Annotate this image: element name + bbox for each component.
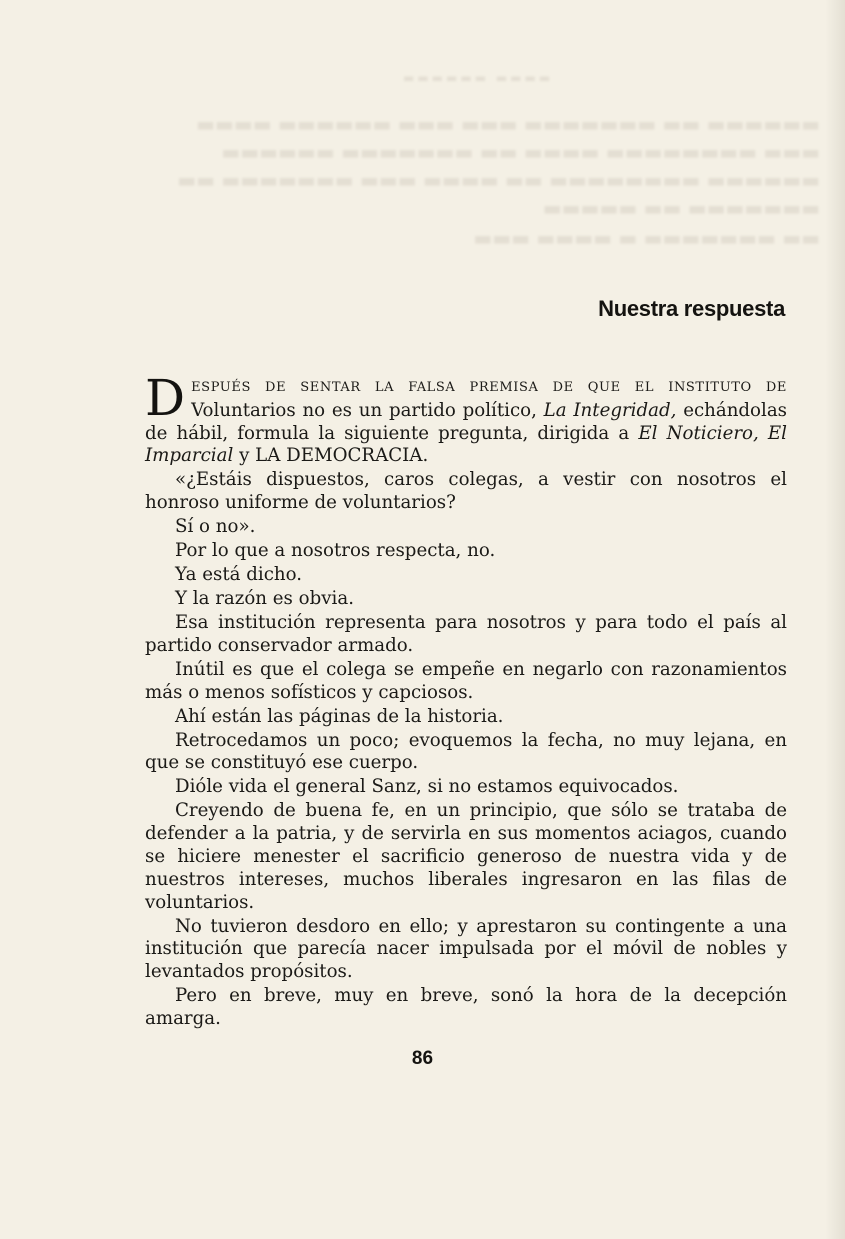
paragraph: Ya está dicho. xyxy=(175,564,303,586)
paragraph: Retrocedamos un poco; evoquemos la fecha, no muy lejana, en que se constituyó ese cuerpo. xyxy=(145,729,787,774)
bleed-through-line: ▬▬▬▬▬▬ ▬▬▬▬▬▬▬▬ ▬▬ ▬▬▬▬ ▬▬▬ ▬▬▬▬▬▬▬ ▬▬ xyxy=(177,168,820,192)
bleed-through-header: ▬▬▬▬ ▬▬▬▬▬▬ xyxy=(399,71,551,85)
article-body xyxy=(145,369,787,1031)
opening-paragraph xyxy=(145,369,787,468)
paragraph: No tuvieron desdoro en ello; y aprestaron su contingente a una institución que parecía nacer impulsada por el móvil de nobles y levantados propósitos. xyxy=(145,915,787,983)
paragraph: Sí o no». xyxy=(175,516,256,538)
paragraph: Dióle vida el general Sanz, si no estamos equivocados. xyxy=(175,776,679,798)
opening-smallcaps: ESPUÉS DE SENTAR LA FALSA PREMISA DE QUE EL INSTITUTO DE xyxy=(191,380,787,395)
paragraph: Inútil es que el colega se empeñe en negarlo con razonamientos más o menos sofísticos y capciosos. xyxy=(145,658,787,703)
newspaper-reference: El Noticiero, El Imparcial xyxy=(145,422,787,467)
paragraph: Esa institución representa para nosotros y para todo el país al partido conservador armado. xyxy=(145,612,787,656)
paragraph: Ahí están las páginas de la historia. xyxy=(175,705,504,727)
opening-text: echándolas de hábil, formula la siguiente pregunta, dirigida a xyxy=(145,399,787,444)
paragraph: Pero en breve, muy en breve, sonó la hora de la decepción amarga. xyxy=(145,985,787,1029)
bleed-through-line: ▬▬▬ ▬▬▬▬▬▬▬▬ ▬▬▬▬ ▬▬ ▬▬▬▬▬▬▬ ▬▬▬▬▬▬ xyxy=(221,140,820,164)
paragraph: Creyendo de buena fe, en un principio, que sólo se trataba de defender a la patria, y de servirla en sus momentos aciagos, cuando se hiciere menester el sacrificio generoso de nuestra vida y de nuestros intereses, muchos liberales ingresaron en las filas de voluntarios. xyxy=(145,800,787,913)
paragraph: «¿Estáis dispuestos, caros colegas, a vestir con nosotros el honroso uniforme de voluntarios? xyxy=(145,469,787,514)
paragraph: Por lo que a nosotros respecta, no. xyxy=(175,540,496,562)
paragraph: Y la razón es obvia. xyxy=(175,588,354,610)
bleed-through-line: ▬▬▬▬▬▬▬ ▬▬ ▬▬▬▬▬ xyxy=(542,196,820,220)
bleed-through-line: ▬▬ ▬▬▬▬▬▬▬ ▬ ▬▬▬▬ ▬▬▬ xyxy=(473,226,820,250)
opening-text: Voluntarios no es un partido político, xyxy=(191,399,537,421)
drop-cap: D xyxy=(145,369,186,427)
section-title: Nuestra respuesta xyxy=(598,296,785,321)
page-number: 86 xyxy=(411,1048,434,1069)
opening-text: y LA DEMOCRACIA. xyxy=(239,445,429,467)
bleed-through-line: ▬▬▬▬▬▬ ▬▬ ▬▬▬▬▬▬▬ ▬▬▬ ▬▬▬ ▬▬▬▬▬▬ ▬▬▬▬ xyxy=(196,112,820,136)
newspaper-reference: La Integridad, xyxy=(543,399,677,421)
